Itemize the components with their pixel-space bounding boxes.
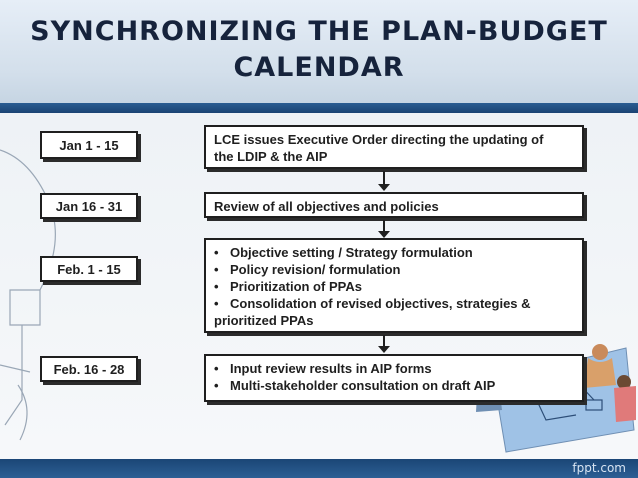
date-label: Feb. 16 - 28 [53, 361, 125, 377]
step-box-executive-order [204, 125, 584, 169]
bullet-item: • Policy revision/ formulation [214, 261, 574, 278]
down-arrow-icon [377, 335, 391, 353]
footer-band [0, 459, 638, 478]
watermark: fppt.com [572, 461, 626, 475]
step-box-objective-setting [204, 238, 584, 333]
header-rule [0, 103, 638, 113]
down-arrow-icon [377, 171, 391, 191]
bullet-item: • Input review results in AIP forms [214, 360, 574, 377]
step-bullet-list [214, 244, 574, 312]
bullet-item: • Consolidation of revised objectives, strategies & [214, 295, 574, 312]
down-arrow-icon [377, 220, 391, 238]
bullet-item: • Objective setting / Strategy formulation [214, 244, 574, 261]
bullet-item: • Multi-stakeholder consultation on draft AIP [214, 377, 574, 394]
date-box-feb-16-28 [40, 356, 138, 382]
date-label: Jan 1 - 15 [59, 137, 119, 153]
date-box-jan-16-31 [40, 193, 138, 219]
step-text-line: LCE issues Executive Order directing the updating of [214, 132, 544, 147]
sketch-lines-icon [0, 140, 60, 470]
step-text-line: Review of all objectives and policies [214, 199, 439, 214]
date-label: Feb. 1 - 15 [57, 261, 121, 277]
header-band [0, 0, 638, 103]
bullet-item: • Prioritization of PPAs [214, 278, 574, 295]
date-box-feb-1-15 [40, 256, 138, 282]
title-line-1: SYNCHRONIZING THE PLAN-BUDGET [30, 16, 608, 47]
step-bullet-list [214, 360, 574, 394]
date-label: Jan 16 - 31 [55, 198, 123, 214]
bullet-continuation: prioritized PPAs [214, 313, 314, 328]
slide-title [20, 14, 618, 86]
step-box-review-objectives [204, 192, 584, 218]
step-box-aip-input [204, 354, 584, 402]
title-line-2: CALENDAR [233, 52, 405, 83]
date-box-jan-1-15 [40, 131, 138, 159]
step-text-line: the LDIP & the AIP [214, 149, 328, 164]
